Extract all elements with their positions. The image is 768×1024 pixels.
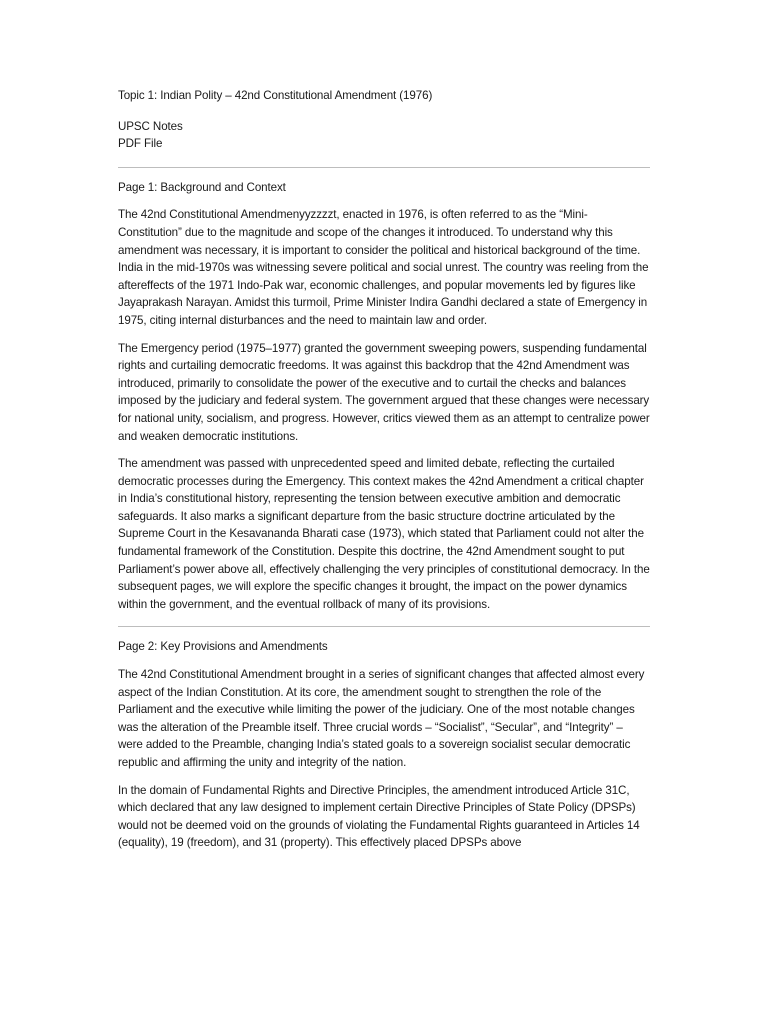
paragraph: In the domain of Fundamental Rights and Directive Principles, the amendment introduced Article 31C, which declared that any law designed to implement certain Directive Principles of State Policy (DPSPs) would not be deemed void on the grounds of violating the Fundamental Rights guaranteed in Articles 14 (equality), 19 (freedom), and 31 (property). This effectively placed DPSPs above [118,783,640,850]
paragraph: The 42nd Constitutional Amendmenyyzzzzt, enacted in 1976, is often referred to as the “Mini-Constitution” due to the magnitude and scope of the changes it introduced. To understand why this amendment was necessary, it is important to consider the political and historical background of the time. India in the mid-1970s was witnessing severe political and social unrest. The country was reeling from the aftereffects of the 1971 Indo-Pak war, economic challenges, and popular movements led by figures like Jayaprakash Narayan. Amidst this turmoil, Prime Minister Indira Gandhi declared a state of Emergency in 1975, citing internal disturbances and the need to maintain law and order. [118,208,649,327]
meta-line-pdf-file: PDF File [118,137,163,151]
section-heading: Page 2: Key Provisions and Amendments [118,640,328,654]
section-heading: Page 1: Background and Context [118,180,286,194]
paragraph: The 42nd Constitutional Amendment brought in a series of significant changes that affected almost every aspect of the Indian Constitution. At its core, the amendment sought to strengthen the role of the Parliament and the executive while limiting the power of the judiciary. One of the most notable changes was the alteration of the Preamble itself. Three crucial words – “Socialist”, “Secular”, and “Integrity” – were added to the Preamble, changing India’s stated goals to a sovereign socialist secular democratic republic and affirming the unity and integrity of the nation. [118,668,645,769]
document-title: Topic 1: Indian Polity – 42nd Constitutional Amendment (1976) [118,89,433,102]
section-background-context [118,179,650,614]
meta-line-upsc-notes: UPSC Notes [118,119,183,133]
document-meta [118,118,650,153]
section-divider [118,626,650,627]
paragraph: The Emergency period (1975–1977) granted the government sweeping powers, suspending fundamental rights and curtailing democratic freedoms. It was against this backdrop that the 42nd Amendment was introduced, primarily to consolidate the power of the executive and to curtail the checks and balances imposed by the judiciary and federal system. The government argued that these changes were necessary for national unity, socialism, and progress. However, critics viewed them as an attempt to centralize power and weaken democratic institutions. [118,341,650,443]
section-divider [118,167,650,168]
paragraph: The amendment was passed with unprecedented speed and limited debate, reflecting the curtailed democratic processes during the Emergency. This context makes the 42nd Amendment a critical chapter in India’s constitutional history, representing the tension between executive ambition and democratic safeguards. It also marks a significant departure from the basic structure doctrine articulated by the Supreme Court in the Kesavananda Bharati case (1973), which stated that Parliament could not alter the fundamental framework of the Constitution. Despite this doctrine, the 42nd Amendment sought to put Parliament’s power above all, effectively challenging the very principles of constitutional democracy. In the subsequent pages, we will explore the specific changes it brought, the impact on the power dynamics within the government, and the eventual rollback of many of its provisions. [118,457,650,611]
section-key-provisions [118,638,650,852]
document-content [118,87,650,852]
